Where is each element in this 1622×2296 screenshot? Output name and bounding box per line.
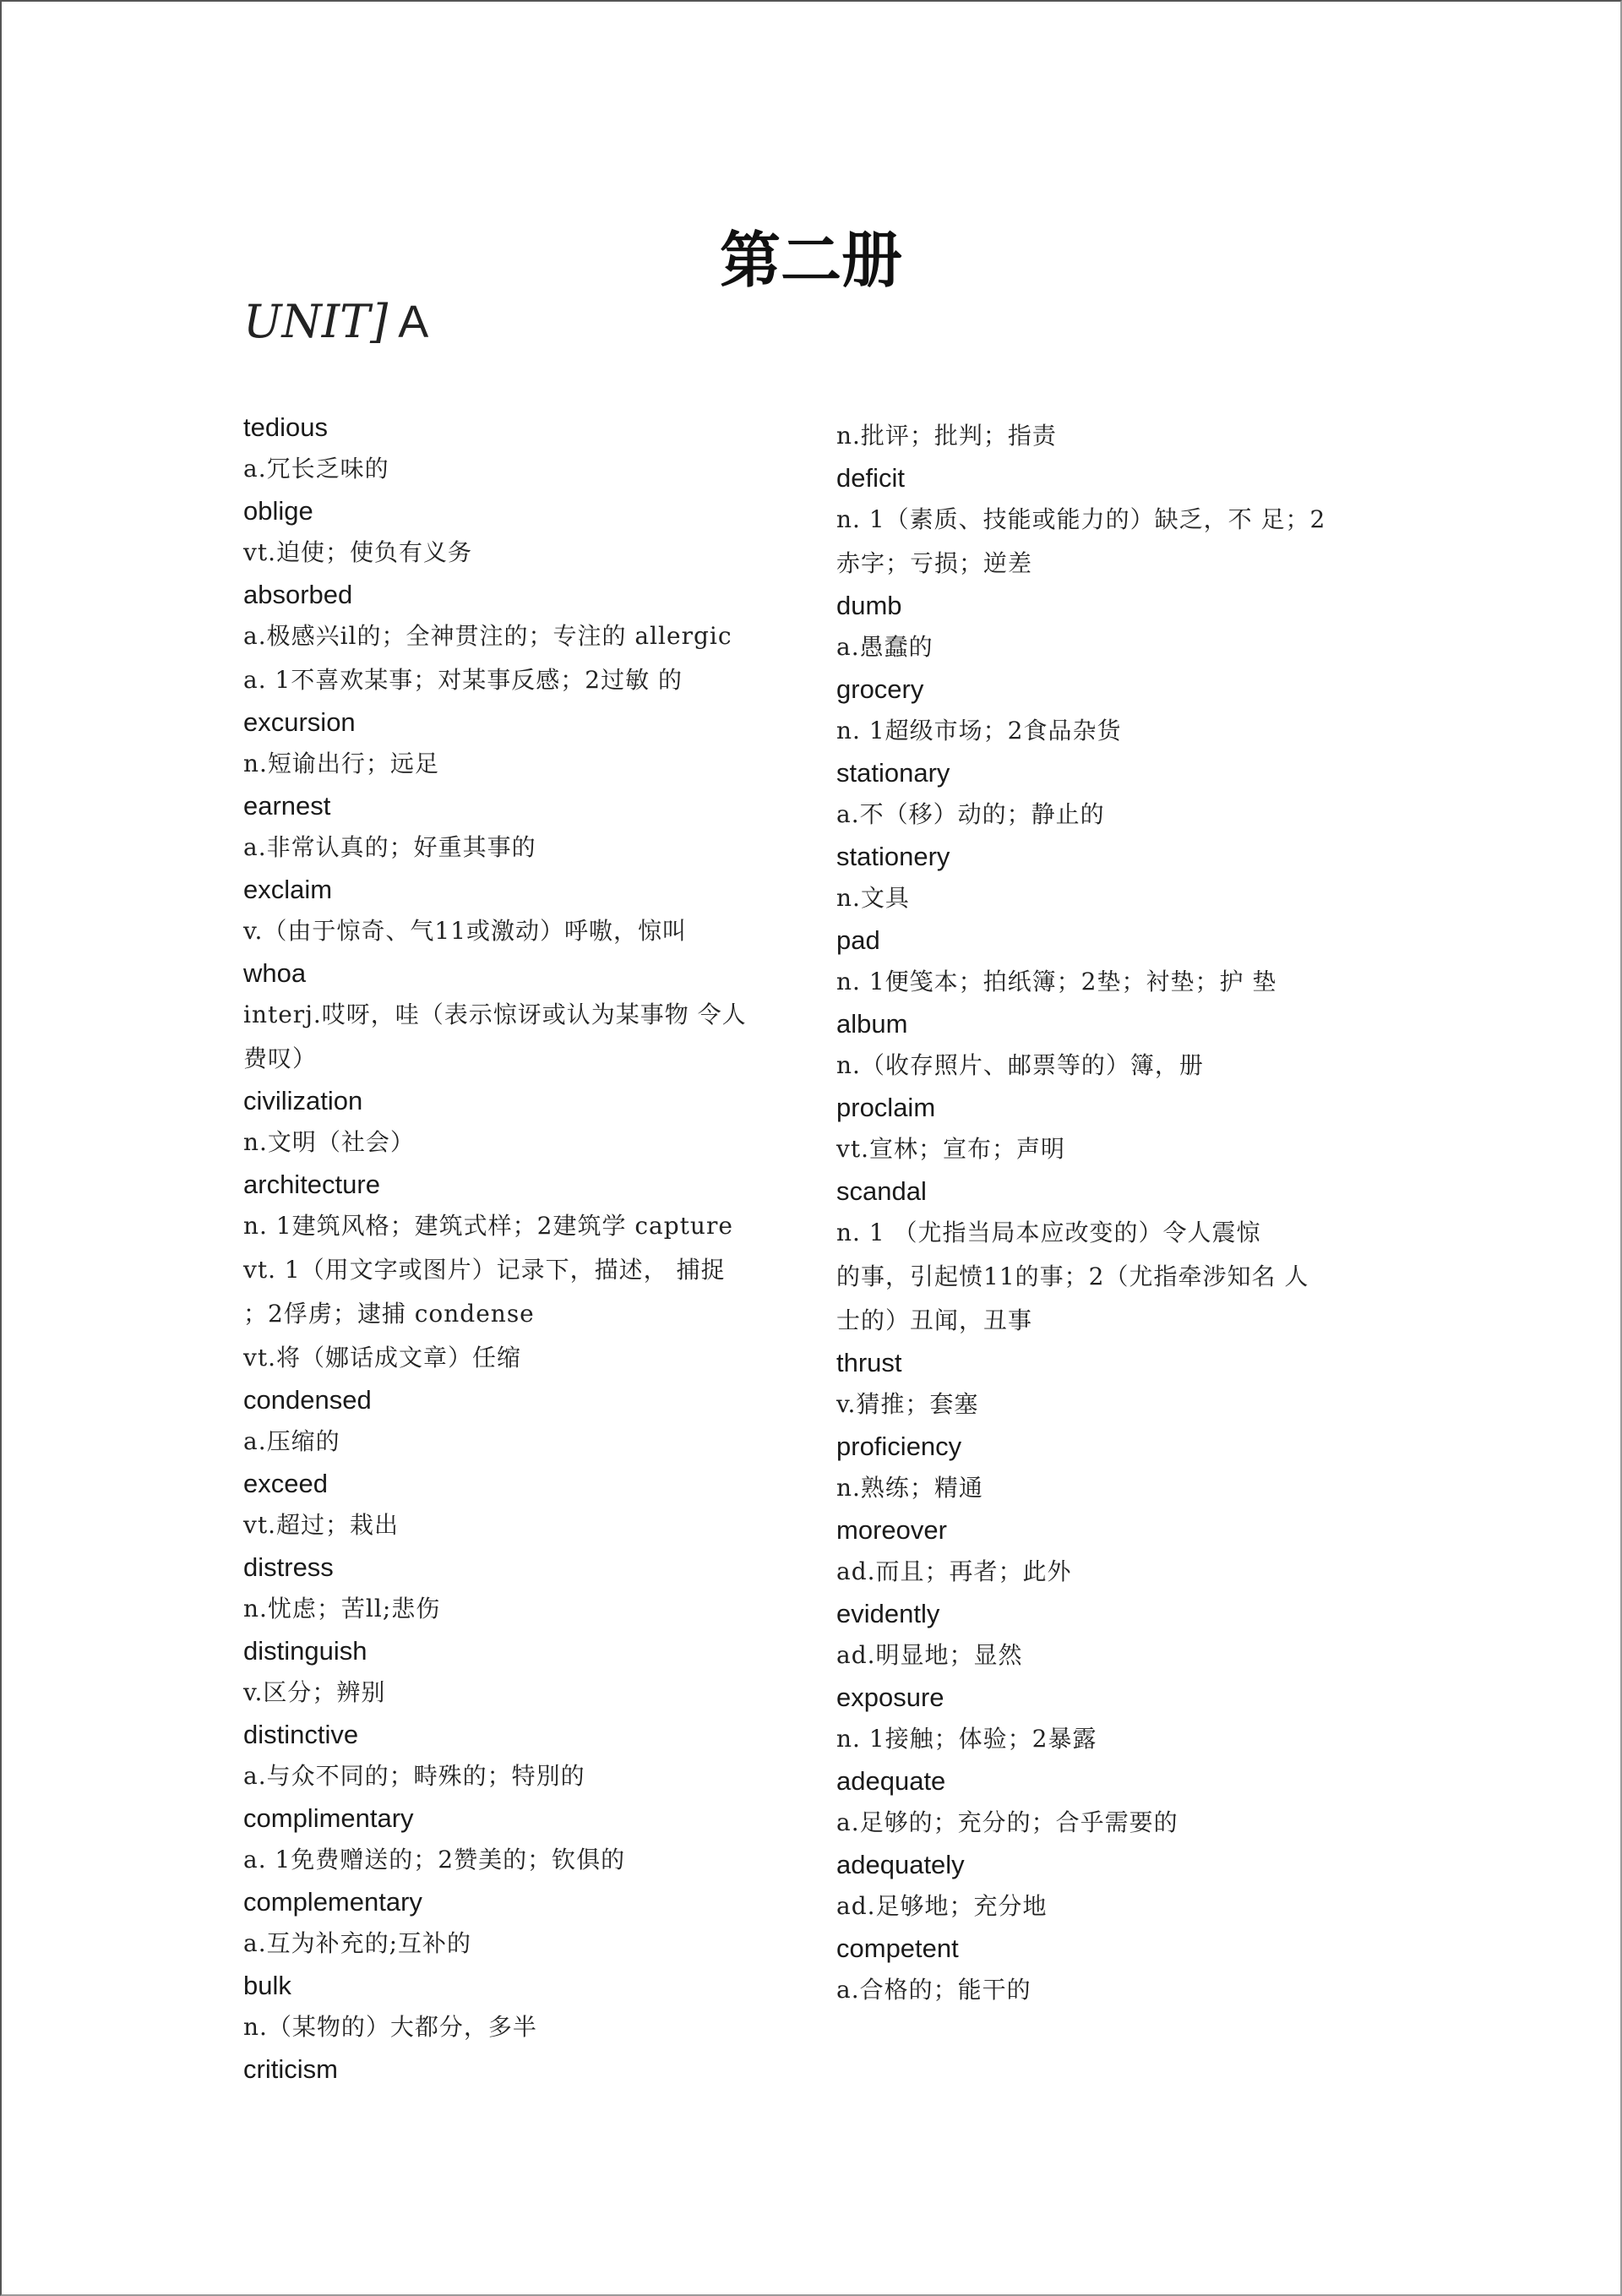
vocab-word: stationary — [836, 758, 950, 788]
vocabulary-column-left — [243, 407, 835, 2089]
vocab-word: architecture — [243, 1170, 380, 1199]
vocab-word: civilization — [243, 1086, 363, 1115]
vocab-definition: a.足够的；充分的；合乎需要的 — [836, 1808, 1178, 1836]
vocab-word: tedious — [243, 412, 328, 442]
vocab-definition: n. 1（素质、技能或能力的）缺乏，不 足；2 — [836, 505, 1326, 533]
vocab-word: adequate — [836, 1766, 946, 1796]
vocab-word: excursion — [243, 707, 356, 737]
unit-name: UNIT] — [243, 295, 389, 348]
vocab-definition: 士的）丑闻，丑事 — [836, 1306, 1033, 1334]
vocab-word: deficit — [836, 463, 905, 493]
vocab-definition: a.极感兴il的；全神贯注的；专注的 allergic — [243, 622, 732, 650]
unit-heading — [243, 295, 429, 348]
vocab-definition: a.冗长乏味的 — [243, 455, 389, 483]
vocab-word: exposure — [836, 1682, 944, 1712]
vocab-definition: a. 1免费赠送的；2赞美的；钦俱的 — [243, 1846, 626, 1873]
vocab-word: whoa — [243, 958, 307, 988]
vocab-word: distinguish — [243, 1636, 367, 1666]
vocab-word: oblige — [243, 496, 313, 526]
vocab-definition: vt.迫使；使负有义务 — [243, 538, 472, 566]
vocab-definition: a. 1不喜欢某事；对某事反感；2过敏 的 — [243, 666, 683, 694]
vocab-word: bulk — [243, 1971, 291, 2000]
vocab-definition: vt.将（娜话成文章）任缩 — [243, 1344, 521, 1372]
vocab-word: proficiency — [836, 1432, 962, 1461]
vocab-definition: n. 1接触；体验；2暴露 — [836, 1725, 1097, 1753]
unit-letter: A — [398, 297, 429, 347]
vocab-definition: a.不（移）动的；静止的 — [836, 800, 1105, 828]
vocab-word: dumb — [836, 591, 902, 620]
vocab-word: competent — [836, 1933, 959, 1963]
vocab-definition: n. 1 （尤指当局本应改变的）令人震惊 — [836, 1219, 1261, 1246]
vocab-definition: ad.明显地；显然 — [836, 1641, 1023, 1669]
vocab-definition: n. 1建筑风格；建筑式样；2建筑学 capture — [243, 1212, 733, 1240]
vocab-word: exceed — [243, 1469, 328, 1498]
vocab-definition: interj.哎呀，哇（表示惊讶或认为某事物 令人 — [243, 1001, 747, 1028]
vocab-word: adequately — [836, 1850, 965, 1879]
vocab-word: evidently — [836, 1599, 940, 1628]
vocab-word: complimentary — [243, 1803, 414, 1833]
vocab-word: pad — [836, 925, 880, 955]
vocab-definition: n.熟练；精通 — [836, 1474, 983, 1502]
vocab-definition: n.文具 — [836, 884, 910, 912]
vocab-definition: a.互为补充的;互补的 — [243, 1929, 472, 1957]
vocab-word: distinctive — [243, 1720, 359, 1749]
vocab-definition: v.猜推；套塞 — [836, 1390, 979, 1418]
vocab-word: absorbed — [243, 580, 353, 609]
vocab-word: album — [836, 1009, 908, 1039]
vocab-word: grocery — [836, 674, 924, 704]
vocab-definition: n.（收存照片、邮票等的）簿，册 — [836, 1051, 1204, 1079]
vocab-word: moreover — [836, 1515, 947, 1545]
vocab-definition: n.（某物的）大都分，多半 — [243, 2013, 537, 2041]
vocab-definition: ad.足够地；充分地 — [836, 1892, 1048, 1920]
vocab-definition: vt.超过；栽出 — [243, 1511, 399, 1539]
vocab-definition: n.批评；批判；指责 — [836, 422, 1057, 450]
vocab-word: exclaim — [243, 875, 333, 904]
vocab-definition: 的事，引起愤11的事；2（尤指牵涉知名 人 — [836, 1263, 1309, 1290]
page-title: 第二册 — [719, 225, 902, 296]
vocabulary-column-right — [836, 414, 1394, 2012]
vocab-definition: vt. 1（用文字或图片）记录下，描述， 捕捉 — [243, 1256, 726, 1284]
vocab-word: proclaim — [836, 1093, 936, 1122]
vocab-word: earnest — [243, 791, 331, 821]
vocab-definition: n.忧虑；苦ll;悲伤 — [243, 1595, 441, 1622]
vocab-word: stationery — [836, 842, 950, 871]
vocab-definition: a.愚蠢的 — [836, 633, 933, 661]
vocab-word: scandal — [836, 1176, 927, 1206]
vocab-word: criticism — [243, 2054, 338, 2084]
vocab-word: complementary — [243, 1887, 422, 1917]
vocab-definition: a.非常认真的；好重其事的 — [243, 833, 536, 861]
vocab-definition: 费叹） — [243, 1044, 318, 1072]
vocab-definition: ad.而且；再者；此外 — [836, 1557, 1072, 1585]
vocab-word: thrust — [836, 1348, 902, 1377]
vocab-definition: a.压缩的 — [243, 1427, 340, 1455]
vocab-definition: v.（由于惊奇、气11或激动）呼嗷，惊叫 — [243, 917, 688, 945]
vocab-definition: n. 1超级市场；2食品杂货 — [836, 717, 1122, 744]
vocab-definition: vt.宣林；宣布；声明 — [836, 1135, 1065, 1163]
vocab-definition: n.短谕出行；远足 — [243, 750, 439, 777]
vocab-word: condensed — [243, 1385, 372, 1415]
vocab-definition: v.区分；辨别 — [243, 1678, 386, 1706]
vocab-definition: a.合格的；能干的 — [836, 1976, 1031, 2004]
vocab-definition: n.文明（社会） — [243, 1128, 415, 1156]
vocab-definition: ；2俘虏；逮捕 condense — [243, 1300, 535, 1328]
vocab-definition: n. 1便笺本；拍纸簿；2垫；衬垫；护 垫 — [836, 968, 1277, 995]
vocab-definition: 赤字；亏损；逆差 — [836, 549, 1033, 577]
vocab-word: distress — [243, 1552, 334, 1582]
vocab-definition: a.与众不同的；畤殊的；特別的 — [243, 1762, 585, 1790]
